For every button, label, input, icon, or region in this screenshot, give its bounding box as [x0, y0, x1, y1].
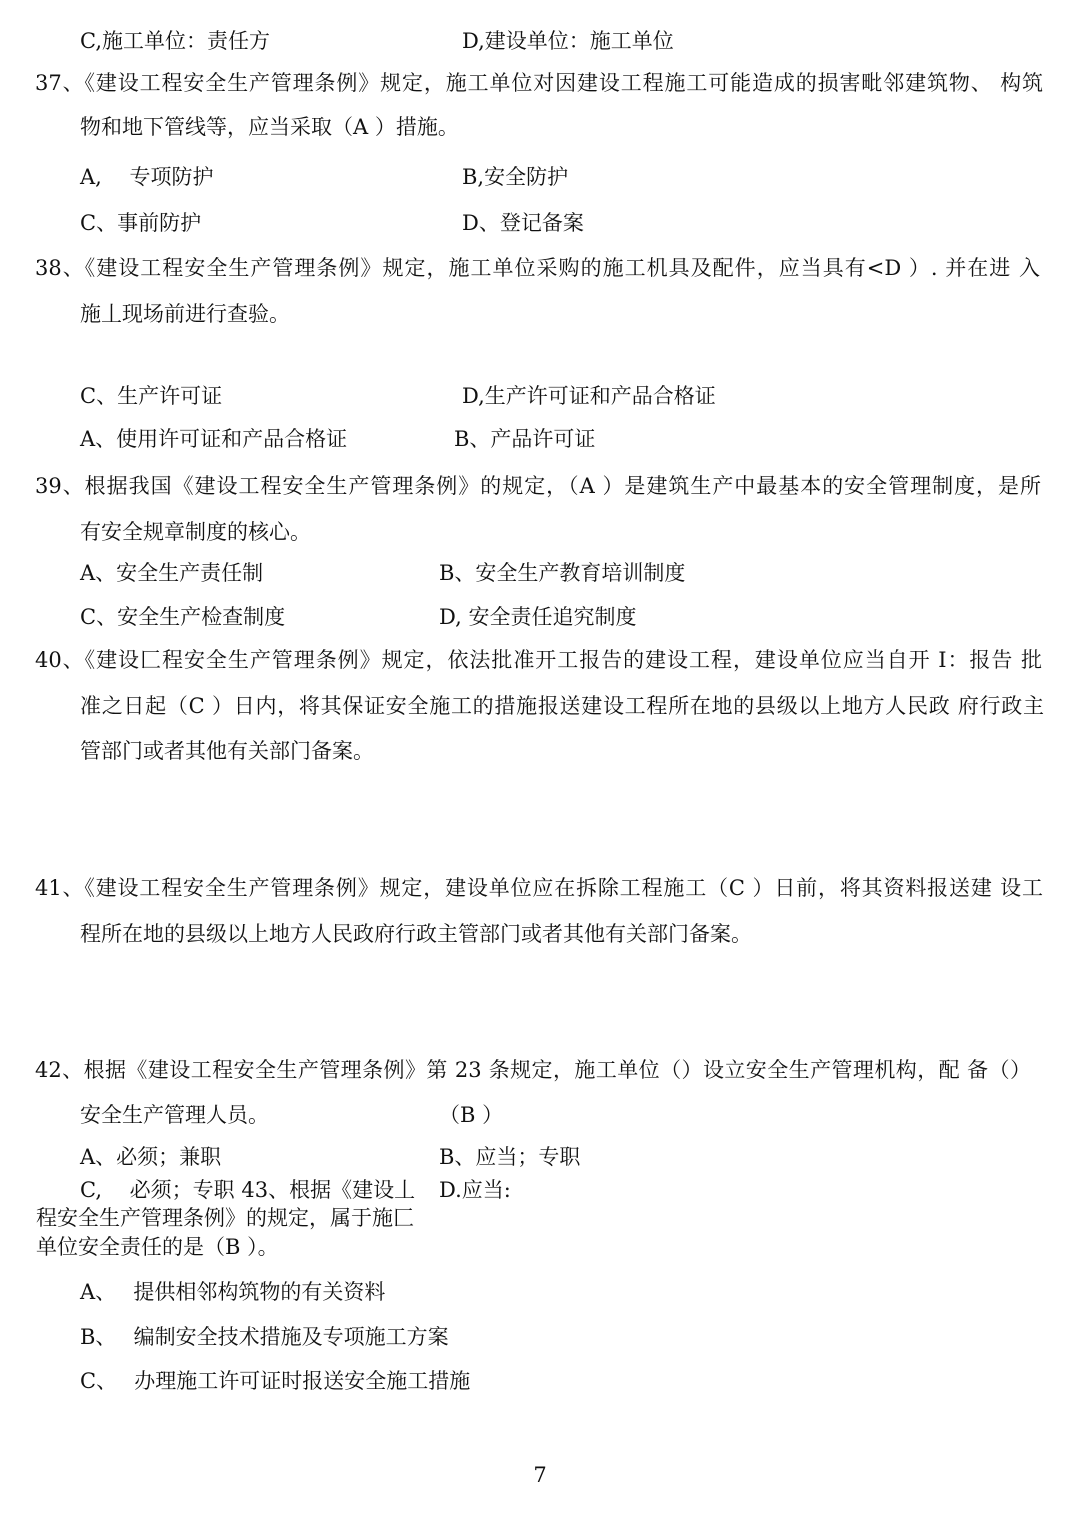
q43-option-c: C、 办理施工许可证时报送安全施工措施	[80, 1369, 471, 1393]
q38-option-a: A、使用许可证和产品合格证	[80, 427, 348, 451]
q43-stem-line3: 单位安全责任的是（B ）。	[36, 1235, 279, 1259]
q42-option-c-merged: C, 必须；专职 43、根据《建设丄	[80, 1178, 416, 1202]
q36-option-c: C,施工单位：责任方	[80, 29, 270, 53]
q42-stem-line1: 42、根据《建设工程安全生产管理条例》第 23 条规定，施工单位（）设立安全生产管理机构，配 备（）	[35, 1058, 1031, 1082]
q41-stem-line2: 程所在地的县级以上地方人民政府行政主管部门或者其他有关部门备案。	[80, 922, 752, 946]
q42-option-d: D.应当:	[439, 1178, 511, 1202]
q39-option-b: B、安全生产教育培训制度	[439, 561, 686, 585]
q37-stem-line2: 物和地下管线等，应当采取（A ）措施。	[80, 115, 459, 139]
q40-stem-line3: 管部门或者其他有关部门备案。	[80, 739, 374, 763]
page-number: 7	[533, 1463, 547, 1487]
q43-stem-line2: 程安全生产管理条例》的规定，属于施匚	[36, 1206, 414, 1230]
q43-option-a: A、 提供相邻构筑物的有关资料	[80, 1280, 386, 1304]
q38-option-d: D,生产许可证和产品合格证	[462, 384, 716, 408]
q42-stem-line2: 安全生产管理人员。	[80, 1103, 269, 1127]
q36-option-d: D,建设单位：施工单位	[462, 29, 674, 53]
q37-option-a: A, 专项防护	[80, 165, 214, 189]
q37-option-d: D、登记备案	[462, 211, 584, 235]
q38-option-c: C、生产许可证	[80, 384, 223, 408]
q42-answer: （B ）	[439, 1103, 504, 1127]
q39-option-d: D, 安全责任追究制度	[439, 605, 637, 629]
q40-stem-line1: 40、《建设匚程安全生产管理条例》规定，依法批准开工报告的建设工程，建设单位应当自开 I：报告 批	[35, 648, 1042, 672]
q39-stem-line2: 有安全规章制度的核心。	[80, 520, 311, 544]
q39-option-c: C、安全生产检查制度	[80, 605, 286, 629]
q38-stem-line1: 38、《建设工程安全生产管理条例》规定，施工单位采购的施工机具及配件，应当具有<D ）. 并在进 入	[35, 256, 1040, 280]
q37-option-b: B,安全防护	[462, 165, 569, 189]
q39-stem-line1: 39、根据我国《建设工程安全生产管理条例》的规定，（A ）是建筑生产中最基本的安全管理制度，是所	[35, 474, 1041, 498]
q39-option-a: A、安全生产责任制	[80, 561, 264, 585]
q38-stem-line2: 施丄现场前进行查验。	[80, 302, 290, 326]
q40-stem-line2: 准之日起（C ）日内，将其保证安全施工的措施报送建设工程所在地的县级以上地方人民政 府行政主	[80, 694, 1044, 718]
q41-stem-line1: 41、《建设工程安全生产管理条例》规定，建设单位应在拆除工程施工（C ）日前，将其资料报送建 设工	[35, 876, 1043, 900]
q37-stem-line1: 37、《建设工程安全生产管理条例》规定，施工单位对因建设工程施工可能造成的损害毗邻建筑物、 构筑	[35, 71, 1043, 95]
q38-option-b: B、产品许可证	[454, 427, 596, 451]
q42-option-a: A、必须；兼职	[80, 1145, 222, 1169]
q42-option-b: B、应当；专职	[439, 1145, 581, 1169]
q37-option-c: C、事前防护	[80, 211, 202, 235]
q43-option-b: B、 编制安全技术措施及专项施工方案	[80, 1325, 449, 1349]
